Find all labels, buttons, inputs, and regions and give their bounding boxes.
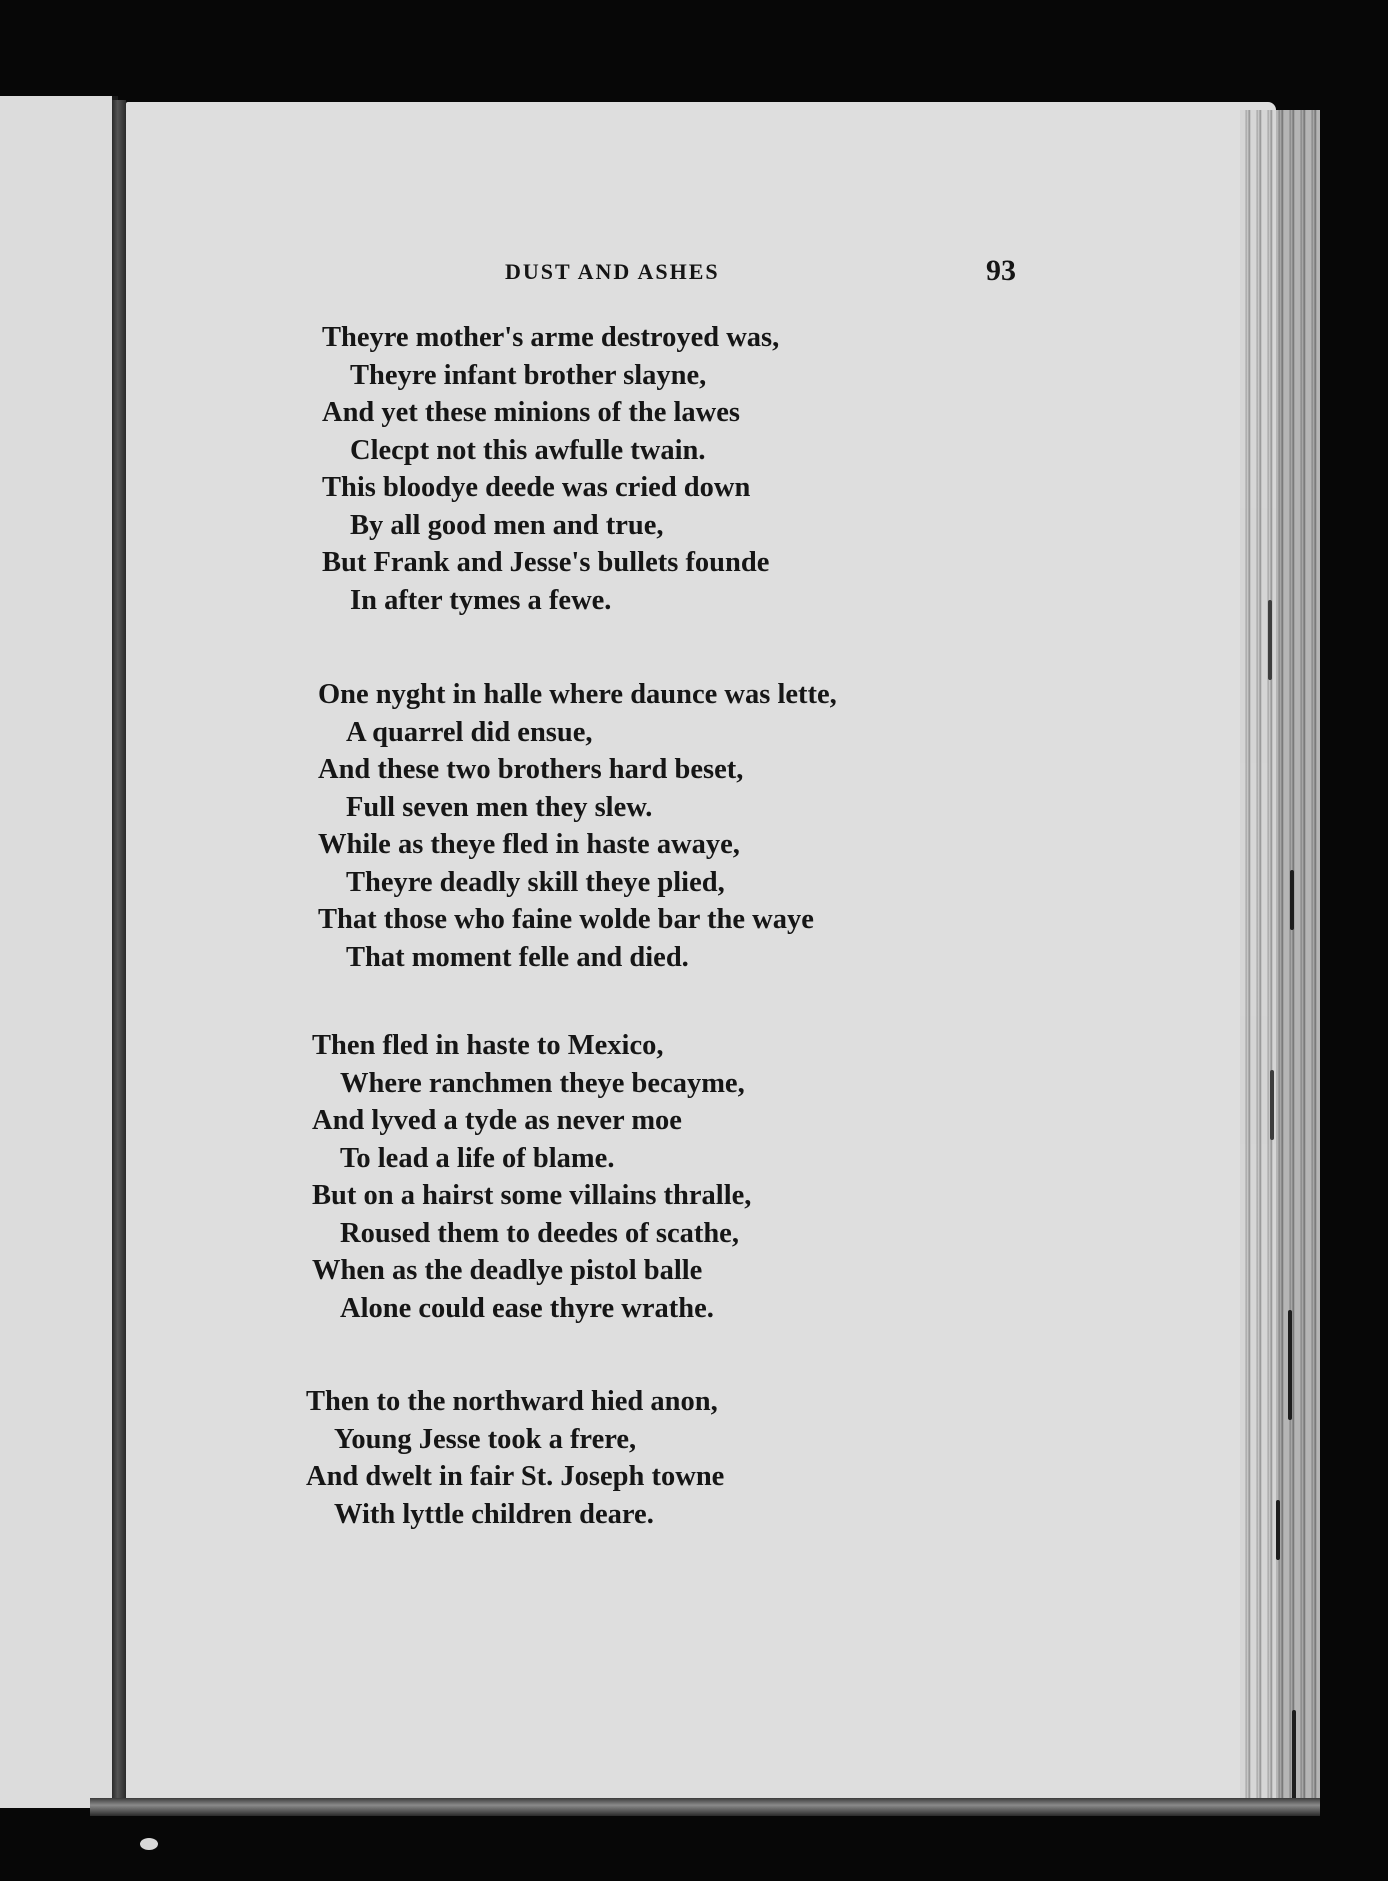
poem-line: To lead a life of blame.: [340, 1142, 615, 1174]
poem-line: Young Jesse took a frere,: [334, 1423, 637, 1455]
poem-line: Theyre deadly skill theye plied,: [346, 866, 725, 898]
page-fore-edge: [1240, 110, 1320, 1800]
poem-line: Then to the northward hied anon,: [306, 1386, 718, 1417]
poem-line: This bloodye deede was cried down: [322, 472, 751, 503]
poem-line: By all good men and true,: [350, 509, 664, 541]
poem-line: That those who faine wolde bar the waye: [318, 904, 814, 935]
poem-line: And yet these minions of the lawes: [322, 397, 740, 428]
poem-line: In after tymes a fewe.: [350, 584, 612, 616]
poem-line: And dwelt in fair St. Joseph towne: [306, 1461, 725, 1492]
poem-line: Alone could ease thyre wrathe.: [340, 1292, 714, 1324]
poem-line: And these two brothers hard beset,: [318, 754, 744, 785]
poem-line: Theyre infant brother slayne,: [350, 359, 707, 391]
poem-line: With lyttle children deare.: [334, 1498, 654, 1530]
poem-line: Roused them to deedes of scathe,: [340, 1217, 739, 1249]
poem-line: Clecpt not this awfulle twain.: [350, 434, 706, 466]
poem-line: When as the deadlye pistol balle: [312, 1255, 703, 1286]
scan-blemish: [140, 1838, 158, 1850]
poem-line: That moment felle and died.: [346, 941, 689, 973]
poem-line: Then fled in haste to Mexico,: [312, 1030, 664, 1061]
poem-line: Theyre mother's arme destroyed was,: [322, 322, 780, 353]
poem-line: While as theye fled in haste awaye,: [318, 829, 740, 860]
page-number: 93: [986, 254, 1016, 287]
page-bottom-edge: [90, 1798, 1320, 1816]
book-gutter: [112, 100, 126, 1800]
running-head: DUST AND ASHES: [505, 259, 720, 284]
poem-line: And lyved a tyde as never moe: [312, 1105, 682, 1136]
poem-line: A quarrel did ensue,: [346, 716, 593, 748]
poem-line: One nyght in halle where daunce was lette,: [318, 679, 837, 710]
facing-page-edge: [0, 96, 118, 1808]
poem-line: But on a hairst some villains thralle,: [312, 1180, 752, 1211]
poem-line: Full seven men they slew.: [346, 791, 653, 823]
poem-line: Where ranchmen theye becayme,: [340, 1067, 745, 1099]
poem-line: But Frank and Jesse's bullets founde: [322, 547, 770, 578]
